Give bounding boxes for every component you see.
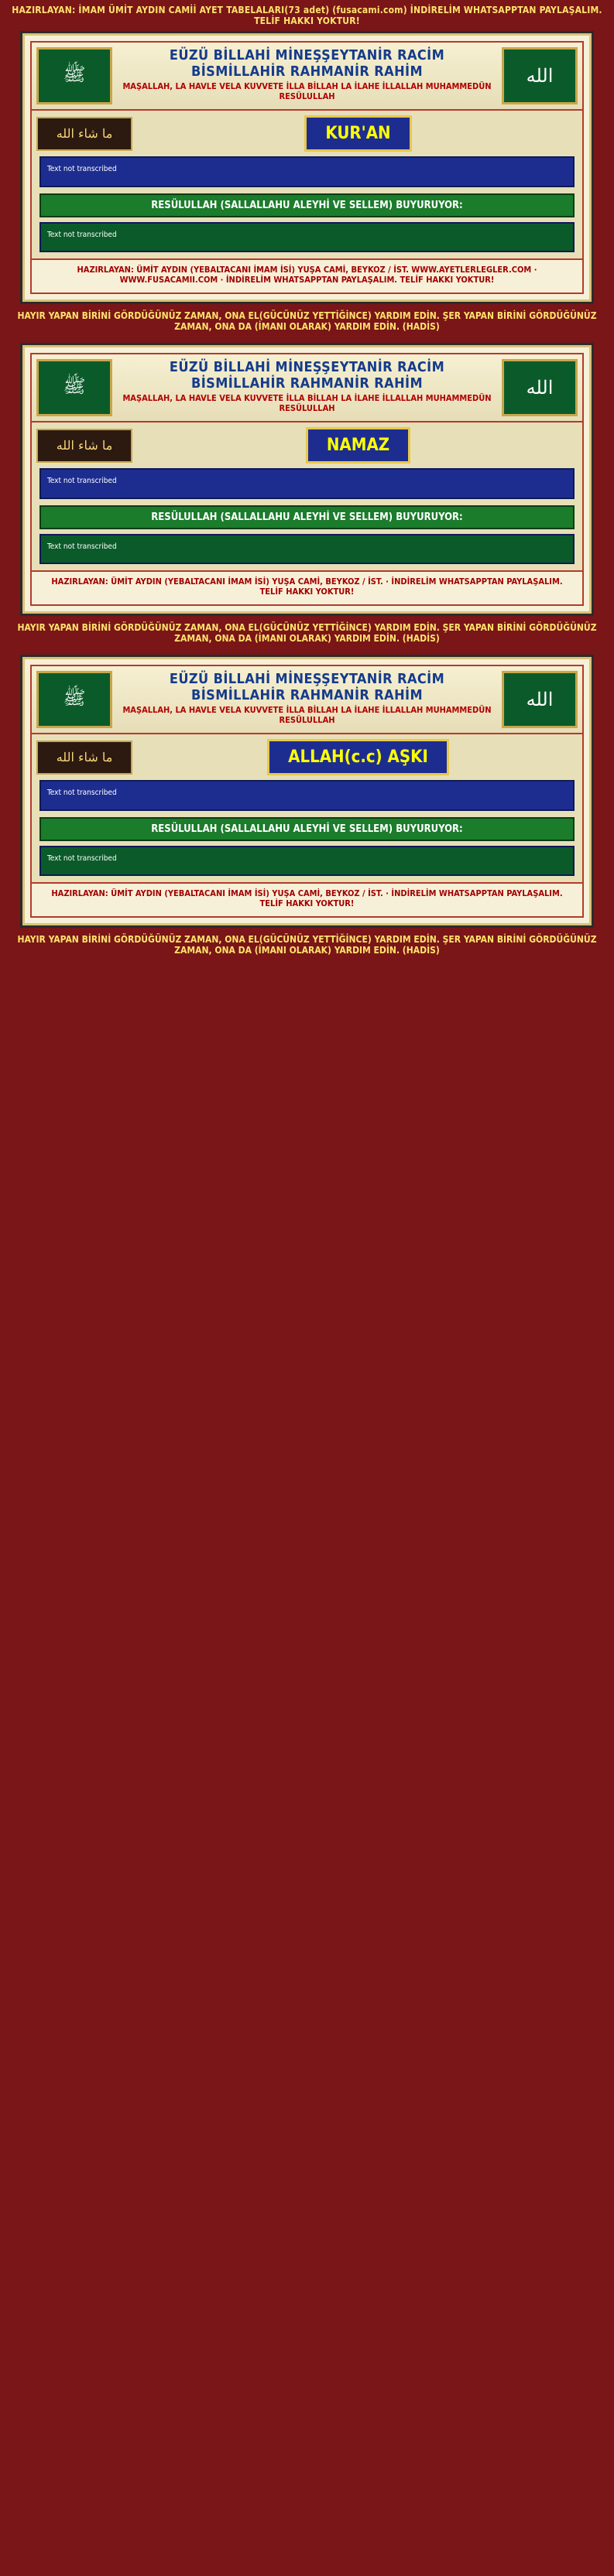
panel-allah-aski — [20, 655, 594, 928]
hadith-text-block — [39, 534, 575, 565]
header-line-1: EÜZÜ BİLLAHİ MİNEŞŞEYTANİR RACİM — [169, 359, 445, 375]
panel-header — [32, 354, 582, 422]
header-text — [118, 671, 496, 728]
calligraphy-right-icon: الله — [502, 47, 578, 104]
header-text — [118, 359, 496, 416]
header-line-2: BİSMİLLAHİR RAHMANİR RAHİM — [191, 63, 423, 80]
header-line-1: EÜZÜ BİLLAHİ MİNEŞŞEYTANİR RACİM — [169, 671, 445, 687]
panel-header — [32, 666, 582, 734]
header-line-3: MAŞALLAH, LA HAVLE VELA KUVVETE İLLA BİLLAH LA İLAHE İLLALLAH MUHAMMEDÜN RESÜLULLAH — [122, 81, 492, 101]
paragraph: Text not transcribed — [47, 789, 117, 797]
masha-allah-plaque: ما شاء الله — [36, 741, 132, 775]
title-wrap — [139, 115, 578, 152]
paragraph: Text not transcribed — [47, 542, 117, 551]
header-line-2: BİSMİLLAHİR RAHMANİR RAHİM — [191, 687, 423, 703]
paragraph: Text not transcribed — [47, 854, 117, 863]
panel-kuran — [20, 31, 594, 304]
section-title: RESÜLULLAH (SALLALLAHU ALEYHİ VE SELLEM) BUYURUYOR: — [39, 817, 575, 841]
hadith-text-block — [39, 846, 575, 877]
page-title: ALLAH(c.c) AŞKI — [267, 739, 449, 775]
masha-allah-plaque: ما شاء الله — [36, 117, 132, 151]
subhead — [32, 734, 582, 780]
section-title: RESÜLULLAH (SALLALLAHU ALEYHİ VE SELLEM) BUYURUYOR: — [39, 505, 575, 529]
paragraph: Text not transcribed — [47, 165, 117, 173]
top-banner: HAZIRLAYAN: İMAM ÜMİT AYDIN CAMİİ AYET TABELALARI(73 adet) (fusacami.com) İNDİRELİM WHATSAPPTAN PAYLAŞALIM. TELİF HAKKI YOKTUR! — [12, 5, 602, 26]
calligraphy-left-icon: ﷺ — [36, 359, 112, 416]
calligraphy-right-icon: الله — [502, 359, 578, 416]
panel-inner — [30, 41, 584, 294]
header-line-2: BİSMİLLAHİR RAHMANİR RAHİM — [191, 375, 423, 392]
main-text-block — [39, 156, 575, 187]
panel-footer: HAZIRLAYAN: ÜMİT AYDIN (YEBALTACANI İMAM İSİ) YUŞA CAMİ, BEYKOZ / İST. WWW.AYETLERLEGLER.COM · WWW.FUSACAMII.COM · İNDİRELİM WHATSAPPTAN PAYLAŞALIM. TELİF HAKKI YOKTUR! — [32, 258, 582, 292]
panel-footer: HAZIRLAYAN: ÜMİT AYDIN (YEBALTACANI İMAM İSİ) YUŞA CAMİ, BEYKOZ / İST. · İNDİRELİM WHATSAPPTAN PAYLAŞALIM. TELİF HAKKI YOKTUR! — [32, 882, 582, 916]
main-text-block — [39, 780, 575, 811]
main-text-block — [39, 468, 575, 499]
header-line-3: MAŞALLAH, LA HAVLE VELA KUVVETE İLLA BİLLAH LA İLAHE İLLALLAH MUHAMMEDÜN RESÜLULLAH — [122, 393, 492, 413]
between-banner: HAYIR YAPAN BİRİNİ GÖRDÜĞÜNÜZ ZAMAN, ONA EL(GÜCÜNÜZ YETTİĞİNCE) YARDIM EDİN. ŞER YAPAN BİRİNİ GÖRDÜĞÜNÜZ ZAMAN, ONA DA (İMANI OLARAK) YARDIM EDİN. (HADİS) — [17, 310, 597, 332]
panel-footer: HAZIRLAYAN: ÜMİT AYDIN (YEBALTACANI İMAM İSİ) YUŞA CAMİ, BEYKOZ / İST. · İNDİRELİM WHATSAPPTAN PAYLAŞALIM. TELİF HAKKI YOKTUR! — [32, 570, 582, 604]
panel-namaz — [20, 343, 594, 616]
header-line-1: EÜZÜ BİLLAHİ MİNEŞŞEYTANİR RACİM — [169, 47, 445, 63]
page-title: KUR'AN — [304, 115, 411, 152]
subhead — [32, 422, 582, 468]
header-text — [118, 47, 496, 104]
masha-allah-plaque: ما شاء الله — [36, 429, 132, 463]
page-title: NAMAZ — [306, 427, 410, 464]
title-wrap — [139, 739, 578, 775]
between-banner-2: HAYIR YAPAN BİRİNİ GÖRDÜĞÜNÜZ ZAMAN, ONA EL(GÜCÜNÜZ YETTİĞİNCE) YARDIM EDİN. ŞER YAPAN BİRİNİ GÖRDÜĞÜNÜZ ZAMAN, ONA DA (İMANI OLARAK) YARDIM EDİN. (HADİS) — [17, 622, 597, 644]
paragraph: Text not transcribed — [47, 230, 117, 239]
paragraph: Text not transcribed — [47, 477, 117, 485]
hadith-text-block — [39, 222, 575, 253]
subhead — [32, 111, 582, 156]
title-wrap — [139, 427, 578, 464]
bottom-banner: HAYIR YAPAN BİRİNİ GÖRDÜĞÜNÜZ ZAMAN, ONA EL(GÜCÜNÜZ YETTİĞİNCE) YARDIM EDİN. ŞER YAPAN BİRİNİ GÖRDÜĞÜNÜZ ZAMAN, ONA DA (İMANI OLARAK) YARDIM EDİN. (HADİS) — [17, 934, 597, 956]
panel-inner — [30, 353, 584, 606]
header-line-3: MAŞALLAH, LA HAVLE VELA KUVVETE İLLA BİLLAH LA İLAHE İLLALLAH MUHAMMEDÜN RESÜLULLAH — [122, 705, 492, 725]
section-title: RESÜLULLAH (SALLALLAHU ALEYHİ VE SELLEM) BUYURUYOR: — [39, 193, 575, 217]
calligraphy-left-icon: ﷺ — [36, 47, 112, 104]
calligraphy-left-icon: ﷺ — [36, 671, 112, 728]
calligraphy-right-icon: الله — [502, 671, 578, 728]
panel-header — [32, 43, 582, 111]
panel-inner — [30, 665, 584, 918]
page — [0, 0, 614, 966]
